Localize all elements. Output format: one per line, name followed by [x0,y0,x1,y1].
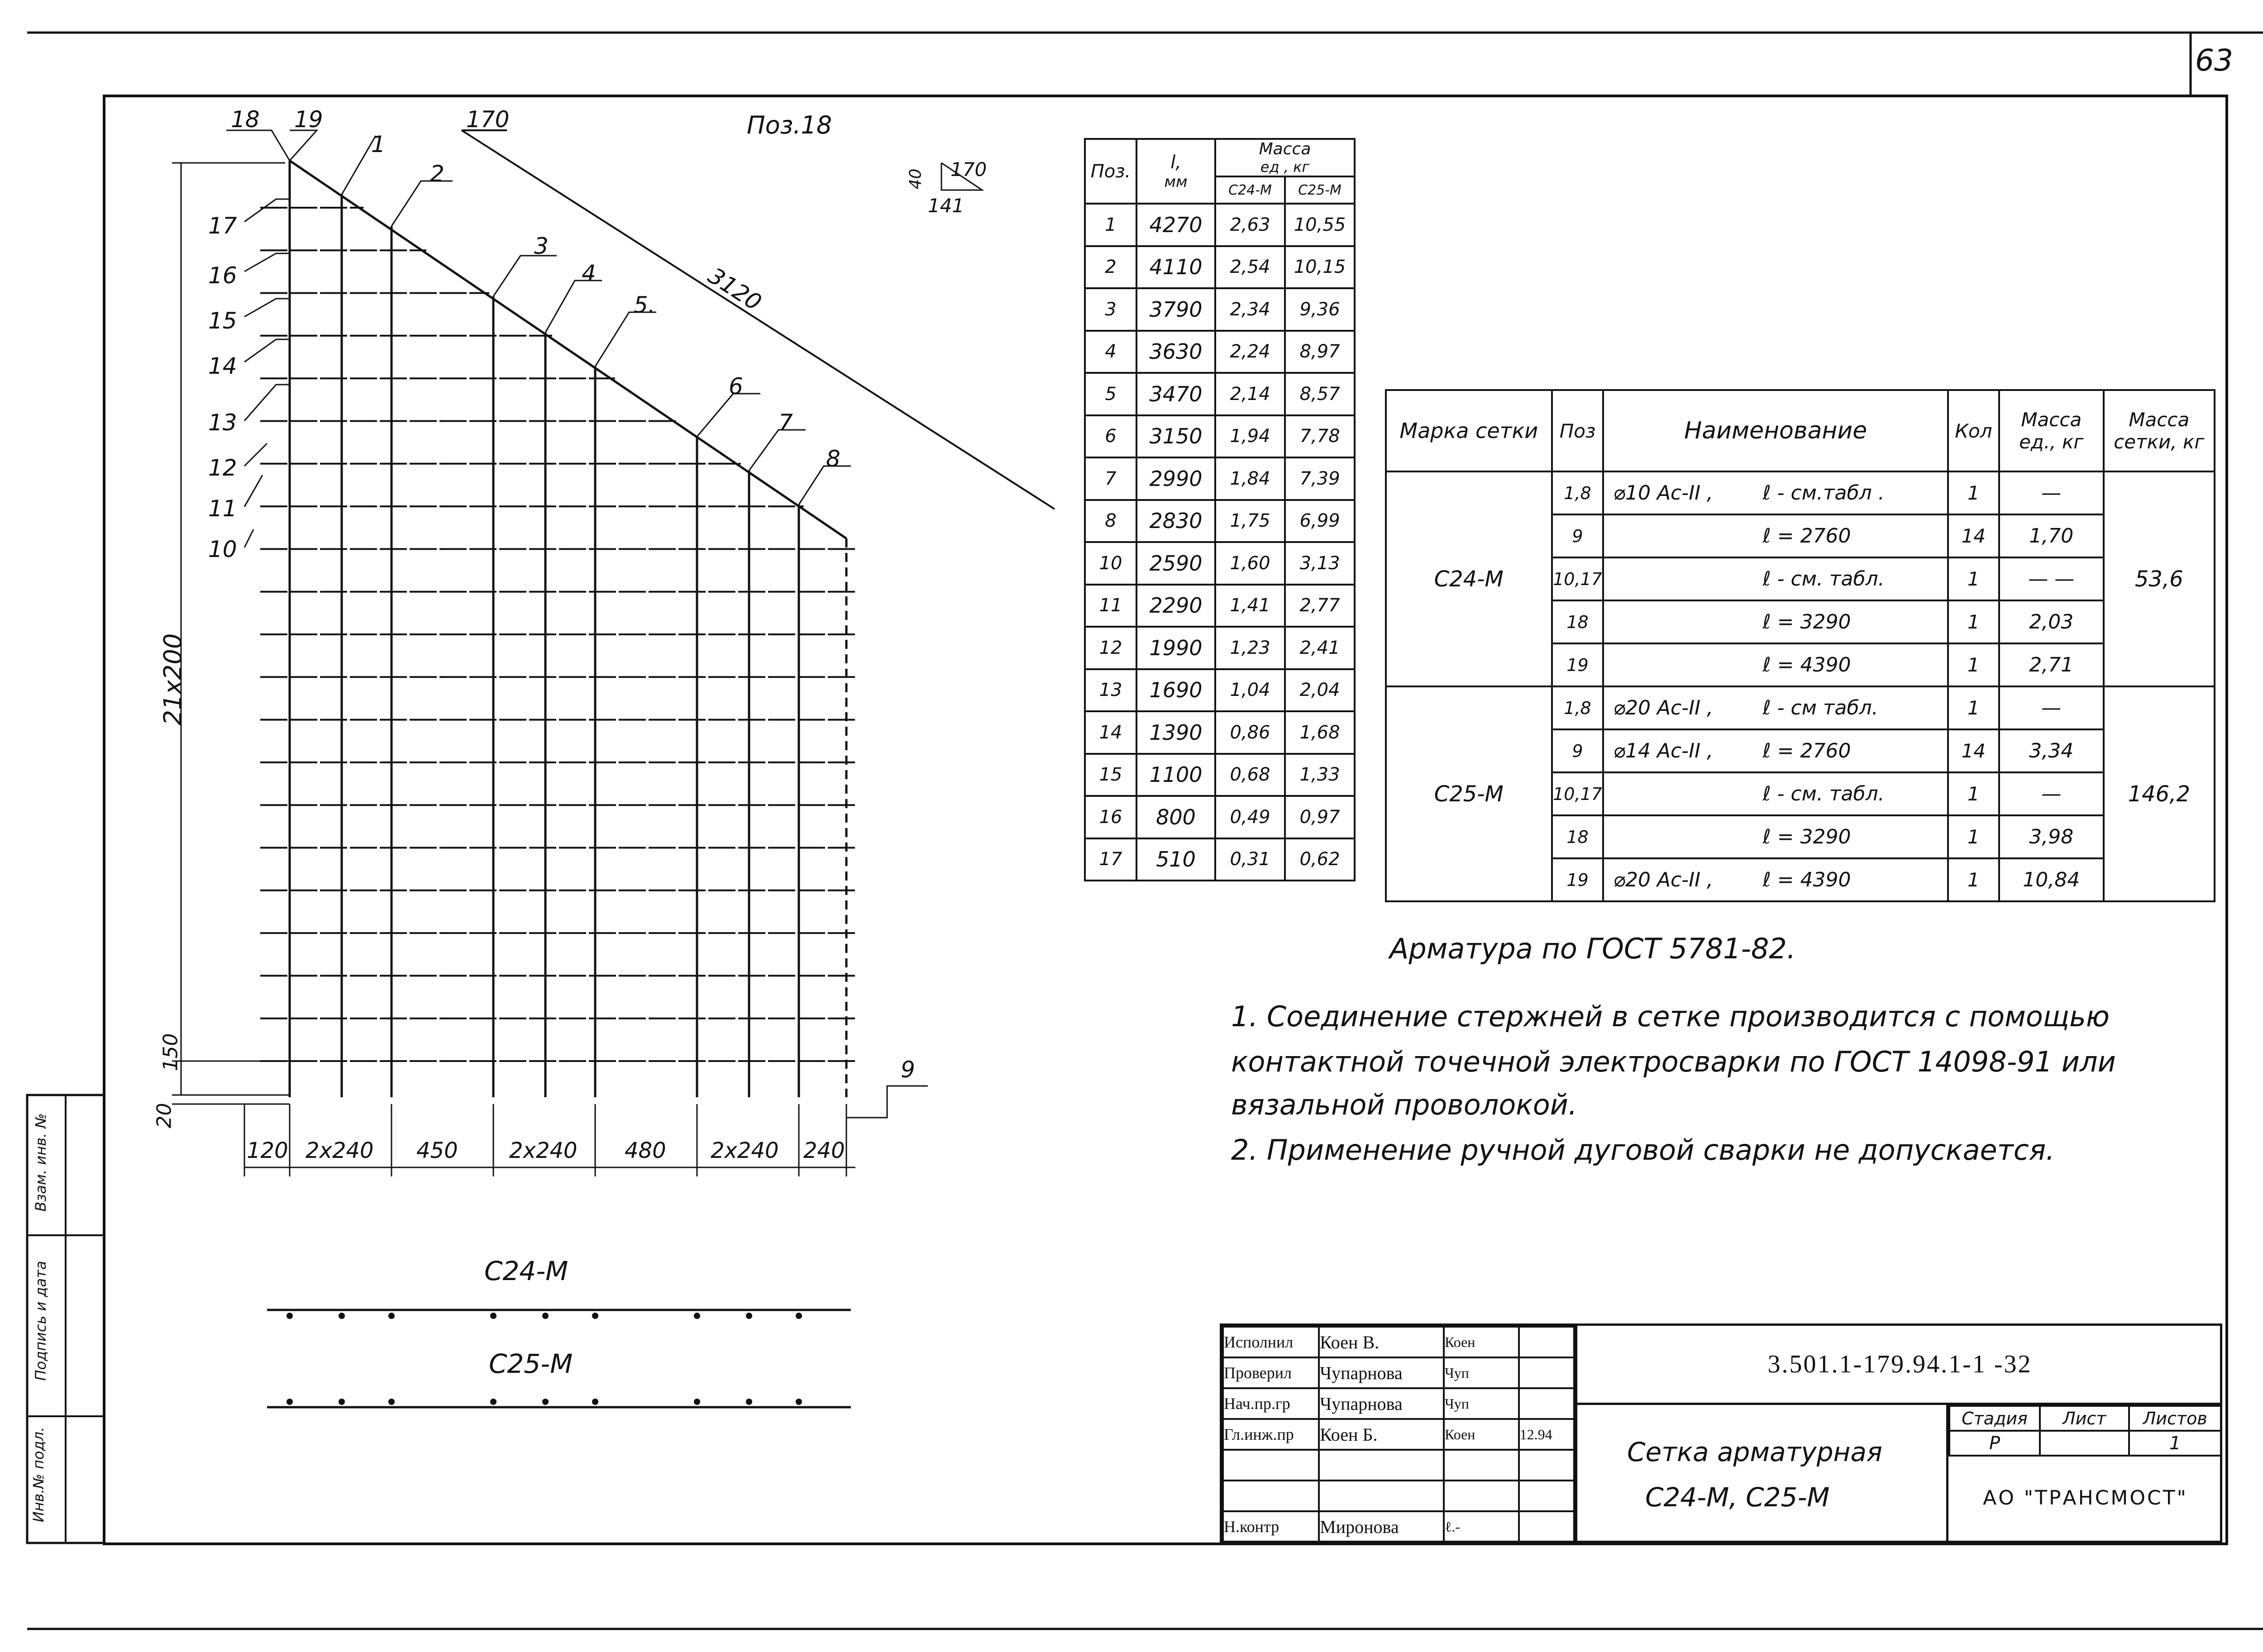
spec-pos-cell: 10,17 [1552,557,1604,600]
length-cell-pos: 4 [1085,331,1136,373]
length-table-header-len: l, мм [1136,139,1215,204]
title-role-name: Коен В. [1319,1327,1444,1357]
slope-length-label: 3120 [703,262,766,316]
callout-6: 6 [729,373,743,400]
spec-mark-cell: С24-М [1386,471,1552,686]
length-table-row [1085,669,1355,712]
title-role-sign [1444,1450,1519,1481]
length-cell-c25: 8,57 [1285,373,1355,415]
callout-170: 170 [466,106,510,133]
length-cell-len: 510 [1136,838,1215,881]
length-cell-c25: 0,97 [1285,796,1355,838]
spec-table-row [1386,471,2215,514]
length-cell-len: 2830 [1136,500,1215,543]
callout-19: 19 [294,106,323,133]
callout-4: 4 [582,260,596,286]
length-cell-len: 800 [1136,796,1215,838]
title-role-date: 12.94 [1519,1419,1574,1450]
title-role-name: Чупарнова [1319,1357,1444,1388]
length-cell-len: 1100 [1136,754,1215,796]
section-bar-dot [286,1399,293,1405]
weld-label-top: 40 [906,168,925,190]
callout-2: 2 [430,161,444,187]
spec-qty-cell: 1 [1948,686,1999,729]
length-table-row [1085,627,1355,669]
length-table-row [1085,838,1355,881]
section-bar-dot [694,1313,700,1319]
title-role-name [1319,1450,1444,1481]
callout-12: 12 [208,455,237,481]
length-cell-c24: 2,24 [1215,331,1285,373]
note2: 2. Применение ручной дуговой сварки не допускается. [1231,1133,2055,1166]
spec-name-length: ℓ = 2760 [1762,524,1851,547]
weld-label-side: 170 [950,158,987,181]
section-bar-dot [490,1313,497,1319]
spec-mark-cell: С25-М [1386,686,1552,901]
length-cell-c25: 10,15 [1285,246,1355,289]
stage-block [1948,1405,2222,1543]
length-cell-c24: 1,04 [1215,669,1285,712]
callout-11: 11 [208,495,237,522]
spec-mesh-mass-cell: 146,2 [2104,686,2215,901]
spec-name-diameter: ⌀20 Aᴄ-II , [1613,696,1714,719]
length-cell-c24: 0,49 [1215,796,1285,838]
length-table-header-pos: Поз. [1085,139,1136,204]
stage-label: Стадия [1949,1406,2040,1431]
callout-5: 5. [634,292,655,318]
title-block-roles [1222,1326,1575,1543]
bottom-dim-240: 240 [803,1138,845,1163]
title-role-sign: Чуп [1444,1388,1519,1419]
title-role-name: Коен Б. [1319,1419,1444,1450]
length-table-row [1085,415,1355,458]
spec-pos-cell: 1,8 [1552,686,1604,729]
length-cell-len: 3790 [1136,288,1215,331]
spec-pos-cell: 1,8 [1552,471,1604,514]
length-table-row [1085,457,1355,500]
length-cell-len: 2590 [1136,542,1215,585]
length-cell-len: 4270 [1136,204,1215,246]
spec-name-cell [1603,686,1948,729]
title-role-role [1223,1481,1319,1511]
spec-mesh-mass-cell: 53,6 [2104,471,2215,686]
length-cell-len: 4110 [1136,246,1215,289]
section-bar-dot [796,1399,802,1405]
callout-16: 16 [208,262,237,289]
spec-header-unit-mass: Масса ед., кг [1999,390,2104,471]
title-role-sign: Коен [1444,1327,1519,1357]
doc-code: 3.501.1-179.94.1-1 -32 [1575,1326,2222,1405]
title-role-role: Проверил [1223,1357,1319,1388]
length-cell-pos: 16 [1085,796,1136,838]
callout-13: 13 [208,409,237,436]
note1-line1: 1. Соединение стержней в сетке производится с помощью [1231,1000,2110,1033]
spec-name-length: ℓ = 4390 [1762,653,1851,676]
length-cell-c25: 0,62 [1285,838,1355,881]
length-cell-c24: 1,23 [1215,627,1285,669]
section-bar-dot [286,1313,293,1319]
length-cell-pos: 15 [1085,754,1136,796]
pos18-caption: Поз.18 [747,111,832,139]
title-role-role: Нач.пр.гр [1223,1388,1319,1419]
spec-pos-cell: 18 [1552,600,1604,643]
section-bar-dot [542,1313,549,1319]
length-cell-c25: 10,55 [1285,204,1355,246]
spec-header-mark: Марка сетки [1386,390,1552,471]
spec-name-cell [1603,815,1948,858]
spec-table-row [1386,686,2215,729]
length-cell-pos: 2 [1085,246,1136,289]
spec-header-qty: Кол [1948,390,1999,471]
length-cell-c25: 6,99 [1285,500,1355,543]
length-cell-c24: 1,60 [1215,542,1285,585]
length-cell-c25: 9,36 [1285,288,1355,331]
spec-unit-mass-cell: 2,71 [1999,643,2104,686]
title-line1: Сетка арматурная [1627,1437,1882,1467]
spec-qty-cell: 14 [1948,514,1999,557]
sheets-value: 1 [2129,1431,2221,1456]
title-role-date [1519,1388,1574,1419]
length-cell-c24: 1,75 [1215,500,1285,543]
spec-pos-cell: 9 [1552,514,1604,557]
spec-unit-mass-cell: 3,98 [1999,815,2104,858]
length-cell-pos: 11 [1085,585,1136,627]
spec-unit-mass-cell: 10,84 [1999,858,2104,901]
length-table-row [1085,542,1355,585]
spec-unit-mass-cell: 3,34 [1999,729,2104,772]
spec-name-length: ℓ = 3290 [1762,825,1851,848]
title-role-name [1319,1481,1444,1511]
spec-name-length: ℓ - см. табл. [1762,567,1885,590]
bottom-dim-450: 450 [416,1138,458,1163]
spec-name-cell [1603,514,1948,557]
title-role-row [1223,1327,1574,1357]
length-cell-len: 3470 [1136,373,1215,415]
title-role-sign: Коен [1444,1419,1519,1450]
callout-17: 17 [208,213,237,239]
org-name: АО "ТРАНСМОСТ" [1983,1486,2188,1509]
length-table-header-c25: С25-М [1285,176,1355,204]
spec-name-length: ℓ = 4390 [1762,868,1851,891]
callout-18: 18 [231,106,260,133]
title-role-row [1223,1481,1574,1511]
bottom-dim-120: 120 [247,1138,288,1163]
section-bar-dot [490,1399,497,1405]
title-role-row [1223,1357,1574,1388]
length-cell-c24: 2,54 [1215,246,1285,289]
spec-unit-mass-cell: — [1999,772,2104,815]
title-role-date [1519,1327,1574,1357]
length-cell-c24: 1,94 [1215,415,1285,458]
spec-pos-cell: 19 [1552,858,1604,901]
note1-line3: вязальной проволокой. [1231,1088,1577,1121]
spec-qty-cell: 1 [1948,557,1999,600]
length-cell-pos: 12 [1085,627,1136,669]
length-cell-len: 2290 [1136,585,1215,627]
spec-name-diameter: ⌀20 Aᴄ-II , [1613,868,1714,891]
length-cell-len: 3150 [1136,415,1215,458]
dimension-lines [172,130,982,1407]
length-cell-c24: 0,86 [1215,711,1285,754]
stage-value: Р [1949,1431,2040,1456]
length-cell-c25: 7,78 [1285,415,1355,458]
length-table-header-mass: Масса ед , кг [1215,139,1355,176]
callout-15: 15 [208,308,237,334]
section-c24-label: С24-М [484,1256,568,1286]
length-cell-len: 1990 [1136,627,1215,669]
length-table-row [1085,331,1355,373]
callout-14: 14 [208,353,237,379]
spec-name-cell [1603,600,1948,643]
title-role-sign: Чуп [1444,1357,1519,1388]
callout-3: 3 [534,233,549,259]
length-table-row [1085,585,1355,627]
spec-name-cell [1603,729,1948,772]
length-table-row [1085,796,1355,838]
length-cell-pos: 14 [1085,711,1136,754]
spec-name-diameter: ⌀14 Aᴄ-II , [1613,739,1714,762]
horizontal-bars [260,208,855,1061]
page-number: 63 [2195,43,2233,78]
title-role-sign: ℓ.- [1444,1511,1519,1542]
length-cell-c25: 3,13 [1285,542,1355,585]
length-table-row [1085,288,1355,331]
spec-unit-mass-cell: 1,70 [1999,514,2104,557]
spec-qty-cell: 1 [1948,772,1999,815]
bottom-dim-480: 480 [625,1138,666,1163]
title-role-role: Гл.инж.пр [1223,1419,1319,1450]
spec-unit-mass-cell: — [1999,686,2104,729]
title-role-date [1519,1450,1574,1481]
spec-name-length: ℓ - см.табл . [1762,481,1885,505]
length-cell-c24: 2,14 [1215,373,1285,415]
spec-unit-mass-cell: — [1999,471,2104,514]
spec-name-length: ℓ - см. табл. [1762,782,1885,805]
section-bar-dot [746,1313,752,1319]
side-stamp-sign-date: Подпись и дата [32,1261,49,1381]
length-cell-pos: 6 [1085,415,1136,458]
length-table-row [1085,754,1355,796]
title-role-row [1223,1388,1574,1419]
spec-header-pos: Поз [1552,390,1604,471]
bottom-dim-2x240-c: 2х240 [711,1138,779,1163]
length-cell-pos: 8 [1085,500,1136,543]
length-cell-c25: 2,04 [1285,669,1355,712]
dim-150-label: 150 [159,1033,182,1071]
title-role-date [1519,1357,1574,1388]
title-role-sign [1444,1481,1519,1511]
length-table-header-c24: С24-М [1215,176,1285,204]
callout-9: 9 [901,1057,915,1083]
spec-name-cell [1603,471,1948,514]
title-block [1220,1324,2222,1543]
spec-qty-cell: 1 [1948,600,1999,643]
title-role-name: Миронова [1319,1511,1444,1542]
length-cell-c24: 2,34 [1215,288,1285,331]
length-cell-c24: 2,63 [1215,204,1285,246]
length-table [1084,138,1356,881]
length-cell-c24: 0,31 [1215,838,1285,881]
title-role-role: Н.контр [1223,1511,1319,1542]
length-cell-c24: 1,84 [1215,457,1285,500]
spec-qty-cell: 1 [1948,858,1999,901]
length-cell-c24: 0,68 [1215,754,1285,796]
spec-header-name: Наименование [1603,390,1948,471]
spec-name-cell [1603,643,1948,686]
spec-table [1385,389,2215,902]
spec-qty-cell: 14 [1948,729,1999,772]
title-line2: С24-М, С25-М [1645,1482,1830,1513]
spec-name-cell [1603,858,1948,901]
length-table-row [1085,204,1355,246]
length-cell-c25: 1,33 [1285,754,1355,796]
length-cell-c25: 8,97 [1285,331,1355,373]
length-cell-pos: 7 [1085,457,1136,500]
armature-note: Арматура по ГОСТ 5781-82. [1389,932,1796,965]
side-stamp-replace: Взам. инв. № [32,1113,49,1212]
sheet-label: Лист [2040,1406,2129,1431]
spec-name-cell [1603,557,1948,600]
sheets-label: Листов [2129,1406,2221,1431]
spec-name-diameter: ⌀10 Aᴄ-II , [1613,481,1714,505]
section-bar-dot [592,1313,598,1319]
length-table-row [1085,711,1355,754]
length-cell-c25: 1,68 [1285,711,1355,754]
spec-unit-mass-cell: 2,03 [1999,600,2104,643]
section-bar-dot [796,1313,802,1319]
spec-name-length: ℓ - см табл. [1762,696,1878,719]
dim-20-label: 20 [153,1103,176,1128]
section-bar-dot [542,1399,549,1405]
title-role-name: Чупарнова [1319,1388,1444,1419]
title-role-row [1223,1419,1574,1450]
section-bar-dot [694,1399,700,1405]
section-bar-dot [592,1399,598,1405]
spec-qty-cell: 1 [1948,643,1999,686]
length-cell-pos: 17 [1085,838,1136,881]
weld-label-bottom: 141 [928,195,964,217]
note1-line2: контактной точечной электросварки по ГОСТ 14098-91 или [1231,1045,2116,1078]
title-role-date [1519,1481,1574,1511]
title-role-role [1223,1450,1319,1481]
length-table-row [1085,246,1355,289]
title-name-cell [1575,1405,1948,1543]
spec-name-length: ℓ = 3290 [1762,610,1851,633]
length-cell-pos: 10 [1085,542,1136,585]
spec-name-cell [1603,772,1948,815]
length-cell-c25: 7,39 [1285,457,1355,500]
length-table-row [1085,373,1355,415]
section-c25-label: С25-М [489,1348,573,1379]
title-role-row [1223,1511,1574,1542]
length-cell-c25: 2,41 [1285,627,1355,669]
spec-header-mesh-mass: Масса сетки, кг [2104,390,2215,471]
spec-name-length: ℓ = 2760 [1762,739,1851,762]
length-cell-len: 1390 [1136,711,1215,754]
spec-pos-cell: 18 [1552,815,1604,858]
bottom-dim-2x240-b: 2х240 [509,1138,578,1163]
bottom-dim-2x240-a: 2х240 [306,1138,374,1163]
callout-8: 8 [826,446,840,472]
callout-1: 1 [371,131,386,157]
length-cell-len: 1690 [1136,669,1215,712]
mesh-drawing [290,130,1055,1097]
spec-qty-cell: 1 [1948,471,1999,514]
title-role-row [1223,1450,1574,1481]
section-bar-dot [339,1313,345,1319]
callout-10: 10 [208,536,237,562]
length-cell-len: 3630 [1136,331,1215,373]
spec-pos-cell: 10,17 [1552,772,1604,815]
sheet-value [2040,1431,2129,1456]
length-cell-pos: 13 [1085,669,1136,712]
length-cell-len: 2990 [1136,457,1215,500]
length-table-row [1085,500,1355,543]
spec-pos-cell: 9 [1552,729,1604,772]
length-cell-pos: 1 [1085,204,1136,246]
section-bar-dot [746,1399,752,1405]
length-cell-pos: 3 [1085,288,1136,331]
length-cell-c25: 2,77 [1285,585,1355,627]
section-bar-dot [339,1399,345,1405]
title-role-date [1519,1511,1574,1542]
length-cell-c24: 1,41 [1215,585,1285,627]
section-bar-dot [388,1313,395,1319]
spec-unit-mass-cell: — — [1999,557,2104,600]
section-bar-dot [388,1399,395,1405]
length-cell-pos: 5 [1085,373,1136,415]
height-dim-label: 21х200 [158,633,187,726]
spec-qty-cell: 1 [1948,815,1999,858]
spec-pos-cell: 19 [1552,643,1604,686]
title-role-role: Исполнил [1223,1327,1319,1357]
callout-7: 7 [778,409,793,436]
side-stamp-inv: Инв.№ подл. [30,1427,47,1523]
